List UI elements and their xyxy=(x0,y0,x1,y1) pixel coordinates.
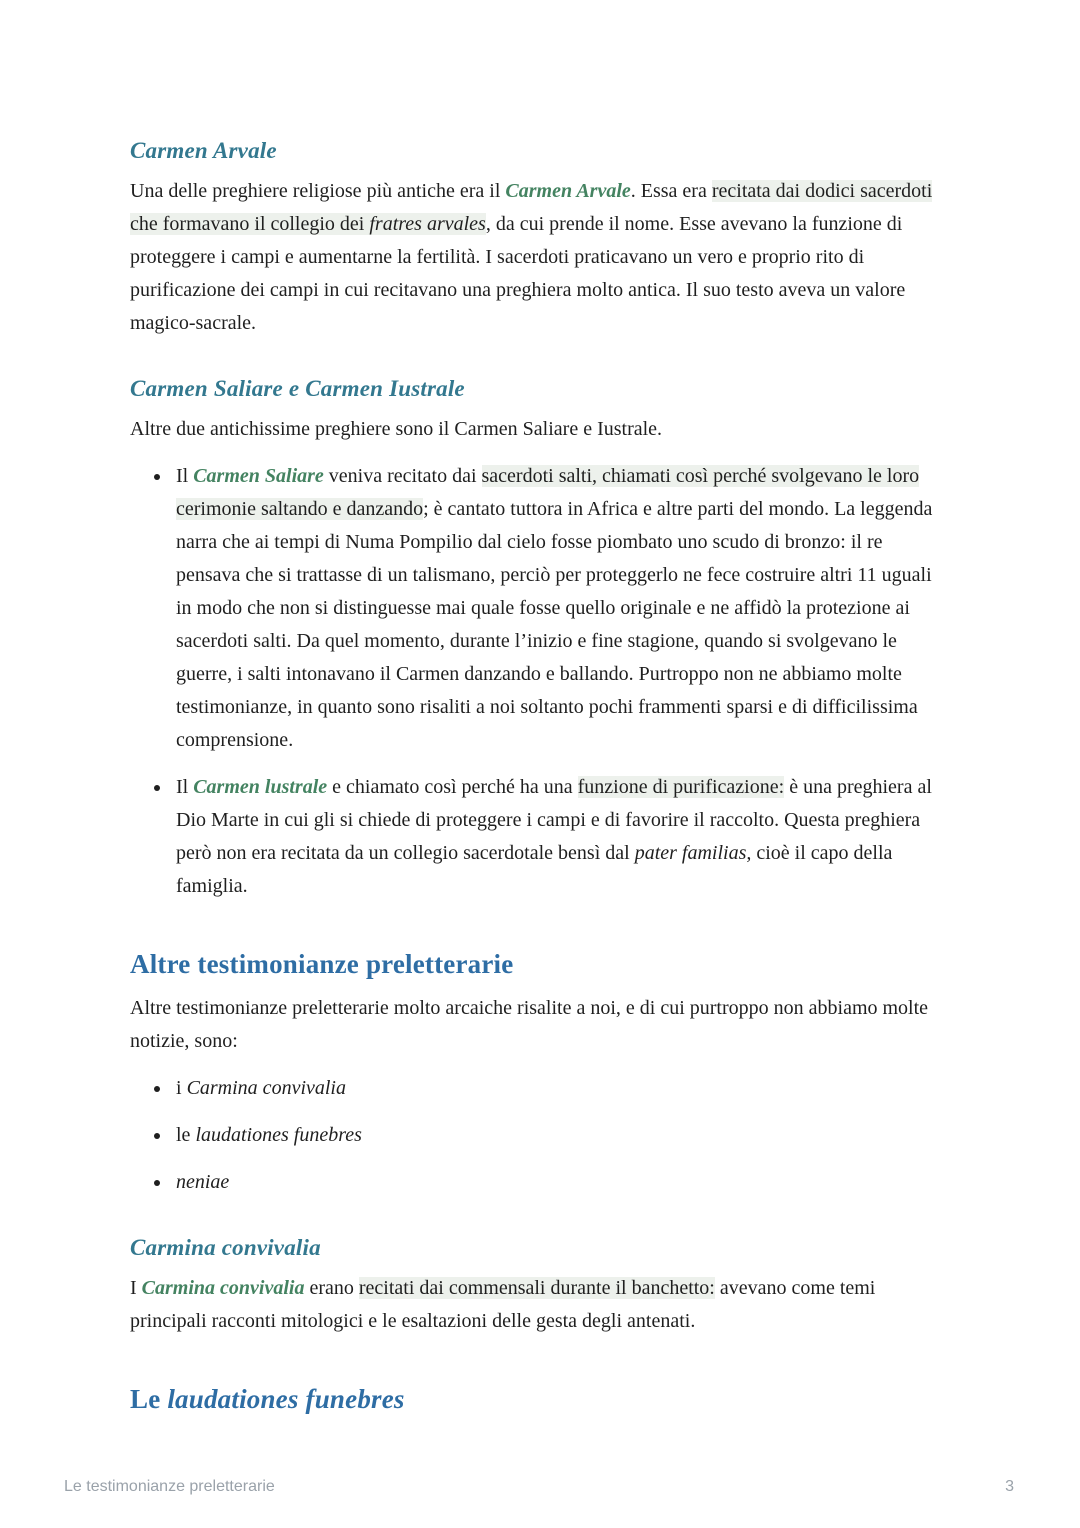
list-item xyxy=(172,1119,946,1152)
list-item xyxy=(172,460,946,757)
text-run: avevano come temi principali racconti mitologici e le esaltazioni delle gesta degli antenati. xyxy=(130,1277,876,1332)
document-content xyxy=(130,0,946,1427)
section-heading xyxy=(130,1384,946,1415)
text-run: veniva recitato dai xyxy=(323,465,482,487)
text-run: cioè il capo della famiglia. xyxy=(176,842,893,897)
text-run: Altre testimonianze preletterarie xyxy=(130,949,514,979)
text-run: Il xyxy=(176,465,194,487)
text-run: Carmen Arvale xyxy=(130,138,277,163)
text-run: e chiamato così perché ha una xyxy=(327,776,578,798)
text-run: Altre testimonianze preletterarie molto arcaiche risalite a noi, e di cui purtroppo non abbiamo molte notizie, sono: xyxy=(130,997,929,1052)
subsection-heading xyxy=(130,1235,946,1261)
text-run: pater familias, xyxy=(634,842,752,864)
text-run: Carmina convivalia xyxy=(141,1277,305,1299)
text-run: funzione di purificazione: xyxy=(577,776,785,798)
subsection-heading xyxy=(130,138,946,164)
paragraph xyxy=(130,175,946,340)
text-run: Una delle preghiere religiose più antiche era il xyxy=(130,180,506,202)
list-item xyxy=(172,1072,946,1105)
text-run: , da cui prende il nome. Esse avevano la funzione di proteggere i campi e aumentarne la fertilità. I sacerdoti praticavano un vero e proprio rito di purificazione dei campi in cui recitavano una preghiera molto antica. Il suo testo aveva un valore magico-sacrale. xyxy=(130,213,906,334)
text-run: recitati dai commensali durante il banchetto: xyxy=(358,1277,715,1299)
subsection-heading xyxy=(130,376,946,402)
list-item xyxy=(172,771,946,903)
bullet-list xyxy=(130,1072,946,1199)
text-run: laudationes funebres xyxy=(167,1384,405,1414)
text-run: Le xyxy=(130,1384,168,1414)
text-run: Carmen lustrale xyxy=(193,776,328,798)
paragraph xyxy=(130,992,946,1058)
text-run: Carmen Arvale xyxy=(505,180,631,202)
text-run: I xyxy=(130,1277,142,1299)
text-run: Carmina convivalia xyxy=(130,1235,321,1260)
text-run: erano xyxy=(304,1277,359,1299)
page-number: 3 xyxy=(1005,1478,1014,1495)
text-run: neniae xyxy=(176,1171,230,1193)
bullet-list xyxy=(130,460,946,903)
page-footer xyxy=(64,1478,1014,1496)
paragraph xyxy=(130,413,946,446)
text-run: Il xyxy=(176,776,194,798)
text-run: ; è cantato tuttora in Africa e altre parti del mondo. La leggenda narra che ai tempi di Numa Pompilio dal cielo fosse piombato uno scudo di bronzo: il re pensava che si trattasse di un talismano, perciò per proteggerlo ne fece costruire altri 11 uguali in modo che non si distinguesse mai quale fosse quello originale e ne affidò la protezione ai sacerdoti salti. Da quel momento, durante l’inizio e fine stagione, quando si svolgevano le guerre, i salti intonavano il Carmen danzando e ballando. Purtroppo non ne abbiamo molte testimonianze, in quanto sono risaliti a noi soltanto pochi frammenti sparsi e di difficilissima comprensione. xyxy=(176,498,933,751)
text-run: Carmen Saliare e Carmen Iustrale xyxy=(130,376,465,401)
text-run: . Essa era xyxy=(630,180,712,202)
text-run: Altre due antichissime preghiere sono il Carmen Saliare e Iustrale. xyxy=(130,418,663,440)
text-run: le xyxy=(176,1124,196,1146)
list-item xyxy=(172,1166,946,1199)
text-run: Carmina convivalia xyxy=(186,1077,346,1099)
text-run: è una preghiera al Dio Marte in cui gli si chiede di proteggere i campi e di favorire il raccolto. Questa preghiera però non era recitata da un collegio sacerdotale bensì dal xyxy=(176,776,932,864)
paragraph xyxy=(130,1272,946,1338)
text-run: i xyxy=(176,1077,187,1099)
text-run: recitata dai dodici sacerdoti che formavano il collegio dei xyxy=(130,180,933,235)
text-run: fratres arvales xyxy=(369,213,486,235)
footer-document-title: Le testimonianze preletterarie xyxy=(64,1478,275,1495)
text-run: Carmen Saliare xyxy=(193,465,324,487)
text-run: laudationes funebres xyxy=(195,1124,362,1146)
text-run: sacerdoti salti, chiamati così perché svolgevano le loro cerimonie saltando e danzando xyxy=(176,465,920,520)
section-heading xyxy=(130,949,946,980)
